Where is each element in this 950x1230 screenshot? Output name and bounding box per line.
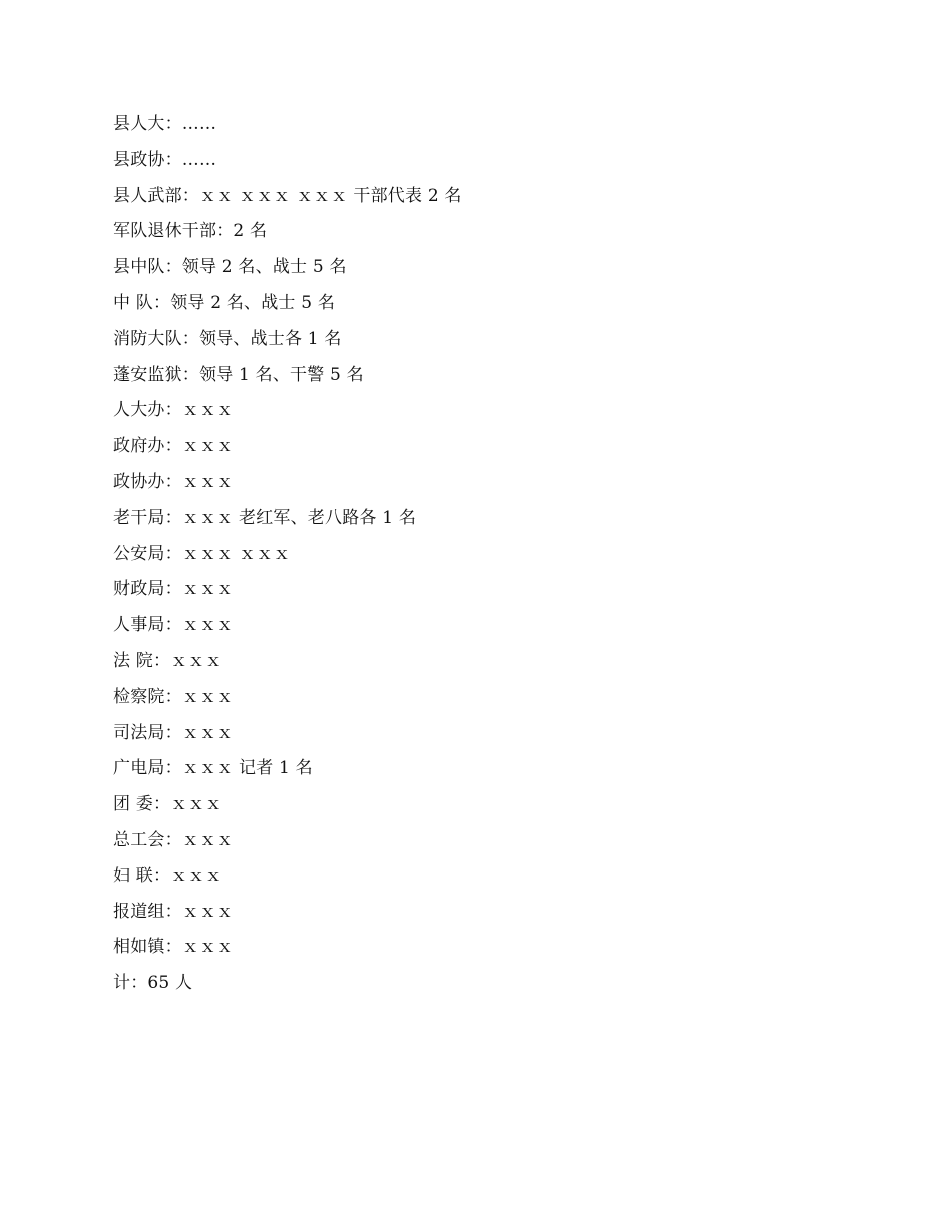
list-item-court: 法 院：ｘｘｘ [113,650,222,671]
list-item-youth-league: 团 委：ｘｘｘ [113,794,222,815]
list-item-veteran-cadres-bureau: 老干局：ｘｘｘ 老红军、老八路各 1 名 [113,507,417,528]
list-item-womens-federation: 妇 联：ｘｘｘ [113,865,222,886]
list-item-broadcasting-bureau: 广电局：ｘｘｘ 记者 1 名 [113,758,313,779]
list-item-county-congress: 县人大：…… [113,114,217,134]
list-item-finance-bureau: 财政局：ｘｘｘ [113,579,234,600]
list-item-procuratorate: 检察院：ｘｘｘ [113,686,234,707]
list-item-county-armed-forces: 县人武部：ｘｘ ｘｘｘ ｘｘｘ 干部代表 2 名 [113,185,462,206]
list-item-personnel-bureau: 人事局：ｘｘｘ [113,615,234,636]
list-item-county-cppcc: 县政协：…… [113,149,217,170]
list-item-reporting-group: 报道组：ｘｘｘ [113,901,234,922]
list-item-trade-union: 总工会：ｘｘｘ [113,829,234,850]
list-item-justice-bureau: 司法局：ｘｘｘ [113,722,234,743]
list-item-public-security: 公安局：ｘｘｘ ｘｘｘ [113,543,291,564]
list-item-congress-office: 人大办：ｘｘｘ [113,400,234,421]
list-item-prison: 蓬安监狱：领导 1 名、干警 5 名 [113,364,364,385]
list-item-retired-military: 军队退休干部：2 名 [113,221,268,242]
attendee-list [113,110,462,1005]
list-item-cppcc-office: 政协办：ｘｘｘ [113,471,234,492]
list-item-county-squadron: 县中队：领导 2 名、战士 5 名 [113,257,347,278]
total-count: 计：65 人 [113,973,193,994]
list-item-government-office: 政府办：ｘｘｘ [113,436,234,457]
list-item-squadron: 中 队：领导 2 名、战士 5 名 [113,292,336,313]
list-item-fire-brigade: 消防大队：领导、战士各 1 名 [113,328,342,349]
list-item-xiangru-town: 相如镇：ｘｘｘ [113,937,234,958]
